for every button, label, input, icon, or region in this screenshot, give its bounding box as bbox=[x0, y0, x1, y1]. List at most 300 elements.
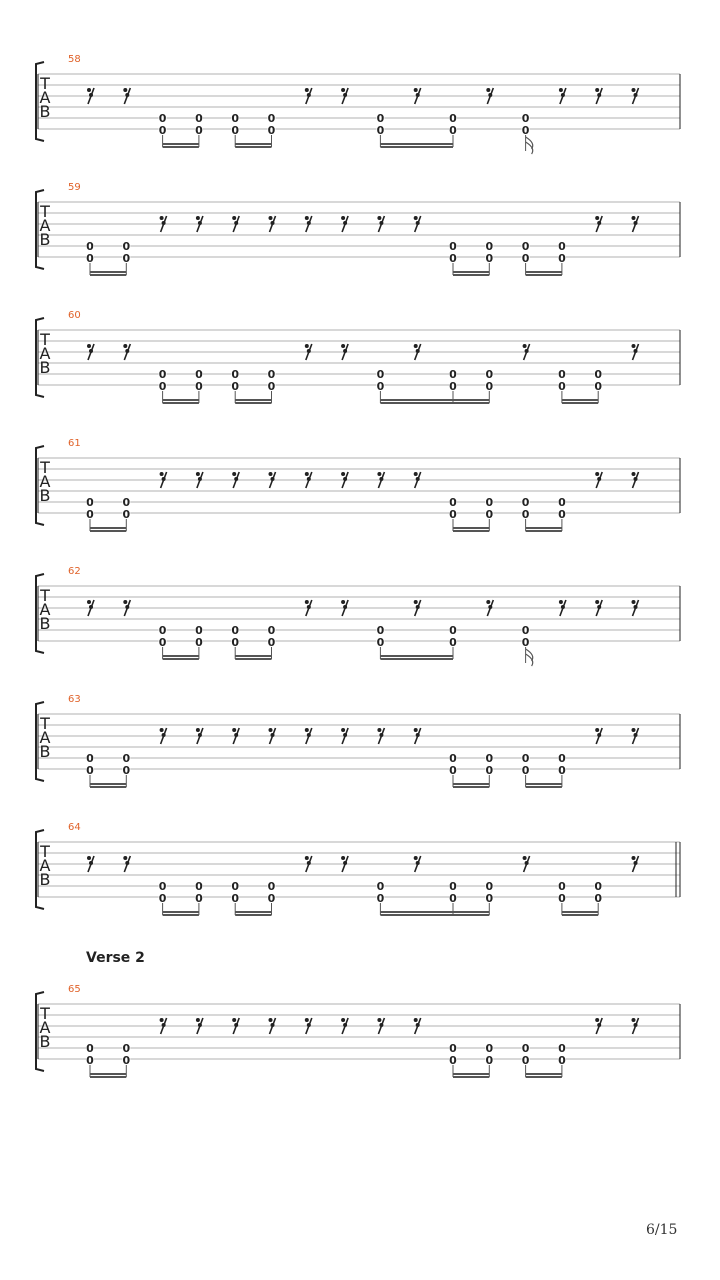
beam-line bbox=[453, 530, 489, 532]
tab-clef-letter: T bbox=[40, 1004, 50, 1023]
rest-dot bbox=[343, 861, 347, 865]
fret-number: 0 bbox=[158, 112, 167, 125]
beam-line bbox=[453, 271, 489, 273]
beam-line bbox=[235, 143, 271, 145]
fret-number: 0 bbox=[521, 252, 530, 265]
rest-dot bbox=[160, 472, 164, 476]
fret-number: 0 bbox=[521, 1054, 530, 1067]
rest-dot bbox=[234, 733, 238, 737]
beam-line bbox=[380, 655, 453, 657]
fret-number: 0 bbox=[449, 496, 457, 509]
rest-dot bbox=[162, 477, 166, 481]
fret-number: 0 bbox=[231, 636, 240, 649]
rest-dot bbox=[196, 216, 200, 220]
rest-dot bbox=[269, 728, 273, 732]
fret-number: 0 bbox=[558, 380, 566, 393]
rest-dot bbox=[597, 733, 601, 737]
rest-dot bbox=[307, 733, 311, 737]
beam-line bbox=[526, 1076, 562, 1078]
tab-clef-letter: T bbox=[40, 202, 50, 221]
fret-number: 0 bbox=[594, 892, 603, 905]
rest-dot bbox=[634, 349, 638, 353]
tab-clef-letter: A bbox=[39, 600, 51, 619]
beam-line bbox=[562, 399, 598, 401]
beam-line bbox=[163, 911, 199, 913]
fret-number: 0 bbox=[558, 1054, 566, 1067]
rest-dot bbox=[307, 349, 311, 353]
note-beam bbox=[90, 519, 126, 532]
fret-number: 0 bbox=[231, 892, 240, 905]
measure-number: 64 bbox=[68, 822, 81, 833]
rest-dot bbox=[414, 1018, 418, 1022]
fret-number: 0 bbox=[521, 112, 530, 125]
rest-dot bbox=[416, 221, 420, 225]
rest-dot bbox=[162, 221, 166, 225]
beam-line bbox=[163, 914, 199, 916]
beam-line bbox=[90, 530, 126, 532]
beam-line bbox=[90, 1073, 126, 1075]
fret-number: 0 bbox=[195, 624, 203, 637]
fret-number: 0 bbox=[86, 1054, 94, 1067]
fret-number: 0 bbox=[195, 892, 203, 905]
tab-system bbox=[36, 566, 680, 666]
fret-number: 0 bbox=[558, 1042, 566, 1055]
fret-number: 0 bbox=[231, 880, 240, 893]
rest-dot bbox=[234, 477, 238, 481]
rest-dot bbox=[595, 88, 599, 92]
rest-dot bbox=[341, 472, 345, 476]
rest-dot bbox=[595, 728, 599, 732]
rest-dot bbox=[632, 856, 636, 860]
rest-dot bbox=[525, 349, 529, 353]
rest-dot bbox=[307, 221, 311, 225]
fret-number: 0 bbox=[231, 112, 240, 125]
measure-number: 59 bbox=[68, 182, 81, 193]
fret-number: 0 bbox=[558, 892, 566, 905]
rest-dot bbox=[377, 1018, 381, 1022]
rest-dot bbox=[416, 733, 420, 737]
fret-number: 0 bbox=[521, 764, 530, 777]
note-beam bbox=[526, 1065, 562, 1078]
fret-number: 0 bbox=[485, 1042, 494, 1055]
fret-number: 0 bbox=[521, 124, 530, 137]
fret-number: 0 bbox=[122, 1042, 131, 1055]
beam-line bbox=[526, 530, 562, 532]
rest-dot bbox=[89, 605, 93, 609]
rest-dot bbox=[488, 93, 492, 97]
rest-dot bbox=[160, 1018, 164, 1022]
rest-dot bbox=[597, 93, 601, 97]
rest-dot bbox=[125, 349, 129, 353]
beam-line bbox=[235, 658, 271, 660]
beam-line bbox=[453, 1073, 489, 1075]
rest-dot bbox=[632, 600, 636, 604]
rest-dot bbox=[343, 349, 347, 353]
rest-dot bbox=[597, 221, 601, 225]
note-beam bbox=[163, 647, 199, 660]
rest-dot bbox=[632, 1018, 636, 1022]
rest-dot bbox=[271, 1023, 275, 1027]
rest-dot bbox=[307, 93, 311, 97]
fret-number: 0 bbox=[122, 508, 131, 521]
beam-line bbox=[235, 146, 271, 148]
rest-dot bbox=[634, 605, 638, 609]
tab-system bbox=[36, 984, 680, 1078]
fret-number: 0 bbox=[122, 1054, 131, 1067]
rest-dot bbox=[196, 728, 200, 732]
fret-number: 0 bbox=[231, 624, 240, 637]
fret-number: 0 bbox=[376, 368, 385, 381]
rest-dot bbox=[305, 472, 309, 476]
fret-number: 0 bbox=[231, 124, 240, 137]
fret-number: 0 bbox=[86, 496, 94, 509]
fret-number: 0 bbox=[86, 240, 94, 253]
note-beam bbox=[163, 903, 199, 916]
rest-dot bbox=[271, 477, 275, 481]
rest-dot bbox=[379, 733, 383, 737]
rest-dot bbox=[414, 600, 418, 604]
tab-clef-letter: B bbox=[39, 614, 51, 633]
beam-line bbox=[380, 143, 453, 145]
rest-dot bbox=[234, 1023, 238, 1027]
fret-number: 0 bbox=[521, 240, 530, 253]
note-beam bbox=[90, 263, 126, 276]
fret-number: 0 bbox=[158, 380, 167, 393]
rest-dot bbox=[414, 88, 418, 92]
fret-number: 0 bbox=[558, 880, 566, 893]
rest-dot bbox=[341, 216, 345, 220]
tab-system bbox=[36, 182, 680, 276]
beam-line bbox=[163, 143, 199, 145]
beam-line bbox=[90, 786, 126, 788]
tab-system bbox=[36, 694, 680, 788]
beam-line bbox=[453, 786, 489, 788]
fret-number: 0 bbox=[558, 252, 566, 265]
rest-dot bbox=[87, 88, 91, 92]
fret-number: 0 bbox=[122, 240, 131, 253]
fret-number: 0 bbox=[449, 752, 457, 765]
rest-dot bbox=[341, 856, 345, 860]
fret-number: 0 bbox=[485, 380, 494, 393]
fret-number: 0 bbox=[122, 764, 131, 777]
note-beam bbox=[380, 135, 453, 148]
rest-dot bbox=[597, 477, 601, 481]
beam-line bbox=[380, 146, 453, 148]
rest-dot bbox=[632, 472, 636, 476]
beam-line bbox=[526, 1073, 562, 1075]
rest-dot bbox=[416, 477, 420, 481]
measure-number: 60 bbox=[68, 310, 81, 321]
fret-number: 0 bbox=[485, 752, 494, 765]
rest-dot bbox=[414, 472, 418, 476]
measure-number: 65 bbox=[68, 984, 81, 995]
fret-number: 0 bbox=[376, 112, 385, 125]
rest-dot bbox=[561, 93, 565, 97]
rest-dot bbox=[232, 728, 236, 732]
rest-dot bbox=[632, 344, 636, 348]
fret-number: 0 bbox=[558, 508, 566, 521]
flag-stroke bbox=[526, 142, 533, 154]
note-beam bbox=[380, 647, 453, 660]
fret-number: 0 bbox=[449, 1042, 457, 1055]
beam-line bbox=[235, 911, 271, 913]
fret-number: 0 bbox=[558, 764, 566, 777]
beam-line bbox=[163, 655, 199, 657]
page-number: 6/15 bbox=[646, 1222, 678, 1238]
fret-number: 0 bbox=[449, 1054, 457, 1067]
rest-dot bbox=[160, 216, 164, 220]
note-beam bbox=[453, 263, 489, 276]
rest-dot bbox=[305, 216, 309, 220]
rest-dot bbox=[271, 221, 275, 225]
rest-dot bbox=[486, 600, 490, 604]
rest-dot bbox=[523, 856, 527, 860]
fret-number: 0 bbox=[267, 368, 276, 381]
rest-dot bbox=[307, 477, 311, 481]
fret-number: 0 bbox=[195, 112, 203, 125]
note-beam bbox=[526, 775, 562, 788]
rest-dot bbox=[307, 605, 311, 609]
fret-number: 0 bbox=[231, 368, 240, 381]
beam-line bbox=[380, 911, 489, 913]
rest-dot bbox=[632, 216, 636, 220]
fret-number: 0 bbox=[376, 636, 385, 649]
fret-number: 0 bbox=[267, 624, 276, 637]
rest-dot bbox=[634, 477, 638, 481]
measure-number: 61 bbox=[68, 438, 81, 449]
rest-dot bbox=[377, 728, 381, 732]
fret-number: 0 bbox=[558, 368, 566, 381]
rest-dot bbox=[269, 1018, 273, 1022]
fret-number: 0 bbox=[376, 624, 385, 637]
rest-dot bbox=[414, 344, 418, 348]
beam-line bbox=[562, 402, 598, 404]
tab-clef-letter: A bbox=[39, 728, 51, 747]
section-label: Verse 2 bbox=[86, 950, 145, 966]
note-beam bbox=[562, 391, 598, 404]
rest-dot bbox=[305, 344, 309, 348]
beam-line bbox=[526, 786, 562, 788]
rest-dot bbox=[377, 216, 381, 220]
rest-dot bbox=[343, 93, 347, 97]
rest-dot bbox=[379, 1023, 383, 1027]
rest-dot bbox=[561, 605, 565, 609]
rest-dot bbox=[271, 733, 275, 737]
fret-number: 0 bbox=[558, 496, 566, 509]
note-beam bbox=[380, 903, 489, 916]
rest-dot bbox=[198, 221, 202, 225]
fret-number: 0 bbox=[485, 880, 494, 893]
fret-number: 0 bbox=[122, 252, 131, 265]
rest-dot bbox=[162, 733, 166, 737]
note-beam bbox=[562, 903, 598, 916]
tab-system bbox=[36, 438, 680, 532]
tab-clef-letter: T bbox=[40, 714, 50, 733]
fret-number: 0 bbox=[122, 752, 131, 765]
rest-dot bbox=[305, 88, 309, 92]
note-beam bbox=[163, 135, 199, 148]
fret-number: 0 bbox=[594, 368, 603, 381]
rest-dot bbox=[595, 472, 599, 476]
rest-dot bbox=[305, 728, 309, 732]
beam-line bbox=[453, 274, 489, 276]
tab-clef-letter: A bbox=[39, 1018, 51, 1037]
note-beam bbox=[235, 135, 271, 148]
beam-line bbox=[90, 783, 126, 785]
tab-clef-letter: T bbox=[40, 586, 50, 605]
rest-dot bbox=[198, 1023, 202, 1027]
fret-number: 0 bbox=[521, 752, 530, 765]
rest-dot bbox=[123, 600, 127, 604]
fret-number: 0 bbox=[86, 752, 94, 765]
measure-number: 58 bbox=[68, 54, 81, 65]
rest-dot bbox=[341, 344, 345, 348]
fret-number: 0 bbox=[86, 508, 94, 521]
note-beam bbox=[380, 391, 489, 404]
rest-dot bbox=[634, 221, 638, 225]
fret-number: 0 bbox=[485, 764, 494, 777]
fret-number: 0 bbox=[449, 112, 457, 125]
rest-dot bbox=[232, 472, 236, 476]
rest-dot bbox=[343, 733, 347, 737]
note-beam bbox=[526, 519, 562, 532]
fret-number: 0 bbox=[86, 252, 94, 265]
fret-number: 0 bbox=[158, 892, 167, 905]
rest-dot bbox=[198, 477, 202, 481]
beam-line bbox=[163, 399, 199, 401]
fret-number: 0 bbox=[267, 892, 276, 905]
beam-line bbox=[90, 527, 126, 529]
fret-number: 0 bbox=[231, 380, 240, 393]
beam-line bbox=[163, 402, 199, 404]
fret-number: 0 bbox=[195, 368, 203, 381]
rest-dot bbox=[305, 856, 309, 860]
rest-dot bbox=[307, 861, 311, 865]
rest-dot bbox=[343, 477, 347, 481]
beam-line bbox=[380, 399, 489, 401]
rest-dot bbox=[89, 93, 93, 97]
beam-line bbox=[380, 914, 489, 916]
rest-dot bbox=[232, 1018, 236, 1022]
fret-number: 0 bbox=[158, 880, 167, 893]
rest-dot bbox=[269, 472, 273, 476]
measure-number: 63 bbox=[68, 694, 81, 705]
beam-line bbox=[90, 274, 126, 276]
tab-clef-letter: B bbox=[39, 230, 51, 249]
note-beam bbox=[526, 263, 562, 276]
fret-number: 0 bbox=[376, 124, 385, 137]
fret-number: 0 bbox=[376, 880, 385, 893]
fret-number: 0 bbox=[449, 636, 457, 649]
fret-number: 0 bbox=[195, 124, 203, 137]
beam-line bbox=[453, 783, 489, 785]
rest-dot bbox=[597, 605, 601, 609]
tab-clef-letter: B bbox=[39, 742, 51, 761]
fret-number: 0 bbox=[195, 636, 203, 649]
fret-number: 0 bbox=[267, 380, 276, 393]
rest-dot bbox=[379, 477, 383, 481]
rest-dot bbox=[595, 600, 599, 604]
rest-dot bbox=[87, 600, 91, 604]
tab-system bbox=[36, 310, 680, 404]
rest-dot bbox=[416, 349, 420, 353]
fret-number: 0 bbox=[158, 624, 167, 637]
fret-number: 0 bbox=[158, 368, 167, 381]
rest-dot bbox=[416, 861, 420, 865]
fret-number: 0 bbox=[449, 508, 457, 521]
beam-line bbox=[90, 1076, 126, 1078]
fret-number: 0 bbox=[267, 636, 276, 649]
fret-number: 0 bbox=[376, 380, 385, 393]
rest-dot bbox=[343, 1023, 347, 1027]
rest-dot bbox=[597, 1023, 601, 1027]
tab-clef-letter: A bbox=[39, 344, 51, 363]
tab-clef-letter: B bbox=[39, 1032, 51, 1051]
note-beam bbox=[453, 519, 489, 532]
fret-number: 0 bbox=[521, 624, 530, 637]
beam-line bbox=[90, 271, 126, 273]
rest-dot bbox=[595, 216, 599, 220]
fret-number: 0 bbox=[449, 240, 457, 253]
rest-dot bbox=[488, 605, 492, 609]
rest-dot bbox=[196, 1018, 200, 1022]
beam-line bbox=[526, 274, 562, 276]
rest-dot bbox=[634, 93, 638, 97]
rest-dot bbox=[341, 600, 345, 604]
rest-dot bbox=[343, 221, 347, 225]
tab-clef-letter: A bbox=[39, 472, 51, 491]
beam-line bbox=[235, 914, 271, 916]
fret-number: 0 bbox=[558, 752, 566, 765]
note-beam bbox=[453, 1065, 489, 1078]
fret-number: 0 bbox=[122, 496, 131, 509]
note-beam bbox=[90, 775, 126, 788]
rest-dot bbox=[559, 88, 563, 92]
beam-line bbox=[235, 399, 271, 401]
fret-number: 0 bbox=[594, 880, 603, 893]
tab-clef-letter: T bbox=[40, 330, 50, 349]
rest-dot bbox=[305, 1018, 309, 1022]
beam-line bbox=[380, 658, 453, 660]
tab-clef-letter: B bbox=[39, 486, 51, 505]
fret-number: 0 bbox=[86, 764, 94, 777]
rest-dot bbox=[125, 93, 129, 97]
beam-line bbox=[235, 402, 271, 404]
rest-dot bbox=[123, 344, 127, 348]
rest-dot bbox=[89, 861, 93, 865]
fret-number: 0 bbox=[376, 892, 385, 905]
rest-dot bbox=[341, 728, 345, 732]
tab-system bbox=[36, 822, 680, 916]
rest-dot bbox=[379, 221, 383, 225]
rest-dot bbox=[416, 1023, 420, 1027]
rest-dot bbox=[125, 605, 129, 609]
rest-dot bbox=[123, 856, 127, 860]
fret-number: 0 bbox=[558, 240, 566, 253]
fret-number: 0 bbox=[195, 380, 203, 393]
fret-number: 0 bbox=[267, 124, 276, 137]
beam-line bbox=[380, 402, 489, 404]
rest-dot bbox=[87, 344, 91, 348]
rest-dot bbox=[196, 472, 200, 476]
note-beam bbox=[90, 1065, 126, 1078]
note-beam bbox=[235, 391, 271, 404]
rest-dot bbox=[234, 221, 238, 225]
rest-dot bbox=[87, 856, 91, 860]
fret-number: 0 bbox=[449, 380, 457, 393]
rest-dot bbox=[162, 1023, 166, 1027]
rest-dot bbox=[307, 1023, 311, 1027]
